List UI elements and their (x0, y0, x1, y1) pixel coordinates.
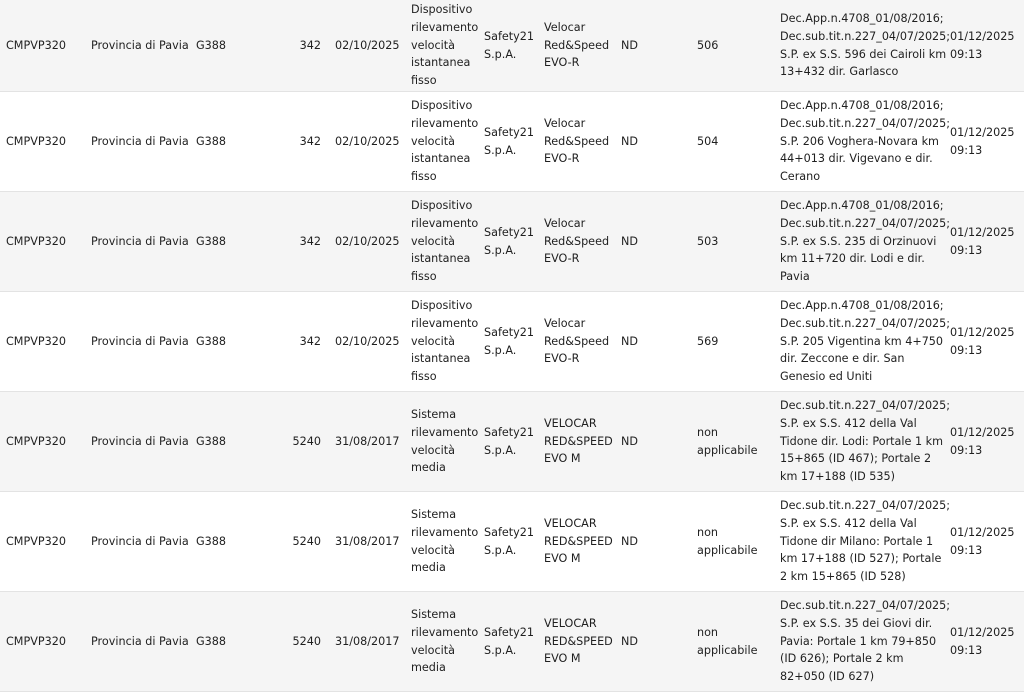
cell-model: VELOCAR RED&SPEED EVO M (544, 516, 613, 566)
cell-date: 02/10/2025 (335, 134, 400, 148)
cell-device-type: Sistema rilevamento velocità media (411, 407, 479, 475)
cell-decree-location: Dec.sub.tit.n.227_04/07/2025; S.P. ex S.S. 35 dei Giovi dir. Pavia: Portale 1 km 79+850 (ID 626); Portale 2 km 82+050 (ID 627) (780, 599, 951, 684)
cell-decree-location: Dec.App.n.4708_01/08/2016; Dec.sub.tit.n.227_04/07/2025; S.P. 205 Vigentina km 4+750 dir. Zeccone e dir. San Genesio ed Uniti (780, 299, 951, 384)
cell-timestamp: 01/12/2025 09:13 (950, 425, 1015, 457)
cell-device-id: 504 (697, 134, 719, 148)
cell-producer: Safety21 S.p.A. (484, 425, 535, 457)
cell-nd: ND (621, 134, 638, 148)
cell-number: 342 (299, 134, 321, 148)
table-row (0, 492, 1024, 592)
cell-istat: G388 (196, 38, 227, 52)
cell-decree-location: Dec.sub.tit.n.227_04/07/2025; S.P. ex S.S. 412 della Val Tidone dir. Lodi: Portale 1 km 15+865 (ID 467); Portale 2 km 17+188 (ID 535) (780, 399, 951, 484)
cell-nd: ND (621, 38, 638, 52)
cell-ente: Provincia di Pavia (91, 234, 189, 248)
cell-istat: G388 (196, 234, 227, 248)
table-row (0, 592, 1024, 692)
cell-number: 342 (299, 334, 321, 348)
cell-producer: Safety21 S.p.A. (484, 125, 535, 157)
cell-model: Velocar Red&Speed EVO-R (544, 116, 610, 166)
table-row (0, 192, 1024, 292)
cell-model: Velocar Red&Speed EVO-R (544, 316, 610, 366)
cell-producer: Safety21 S.p.A. (484, 29, 535, 61)
cell-producer: Safety21 S.p.A. (484, 625, 535, 657)
cell-decree-location: Dec.App.n.4708_01/08/2016; Dec.sub.tit.n.227_04/07/2025; S.P. ex S.S. 235 di Orzinuovi km 11+720 dir. Lodi e dir. Pavia (780, 199, 951, 284)
cell-timestamp: 01/12/2025 09:13 (950, 525, 1015, 557)
cell-number: 5240 (292, 434, 321, 448)
cell-timestamp: 01/12/2025 09:13 (950, 325, 1015, 357)
cell-nd: ND (621, 534, 638, 548)
table-row (0, 292, 1024, 392)
cell-code: CMPVP320 (6, 434, 66, 448)
cell-timestamp: 01/12/2025 09:13 (950, 225, 1015, 257)
cell-device-id: non applicabile (697, 625, 758, 657)
cell-nd: ND (621, 334, 638, 348)
cell-device-type: Dispositivo rilevamento velocità istantanea fisso (411, 99, 479, 184)
cell-timestamp: 01/12/2025 09:13 (950, 625, 1015, 657)
cell-code: CMPVP320 (6, 134, 66, 148)
cell-ente: Provincia di Pavia (91, 334, 189, 348)
cell-producer: Safety21 S.p.A. (484, 325, 535, 357)
cell-ente: Provincia di Pavia (91, 38, 189, 52)
cell-date: 02/10/2025 (335, 334, 400, 348)
cell-istat: G388 (196, 634, 227, 648)
cell-producer: Safety21 S.p.A. (484, 225, 535, 257)
cell-istat: G388 (196, 534, 227, 548)
cell-model: Velocar Red&Speed EVO-R (544, 20, 610, 70)
cell-decree-location: Dec.sub.tit.n.227_04/07/2025; S.P. ex S.S. 412 della Val Tidone dir Milano: Portale 1 km 17+188 (ID 527); Portale 2 km 15+865 (ID 528) (780, 499, 951, 584)
cell-istat: G388 (196, 134, 227, 148)
cell-date: 02/10/2025 (335, 38, 400, 52)
cell-timestamp: 01/12/2025 09:13 (950, 29, 1015, 61)
table-row (0, 392, 1024, 492)
cell-decree-location: Dec.App.n.4708_01/08/2016; Dec.sub.tit.n.227_04/07/2025; S.P. 206 Voghera-Novara km 44+013 dir. Vigevano e dir. Cerano (780, 99, 951, 184)
cell-code: CMPVP320 (6, 38, 66, 52)
cell-device-type: Dispositivo rilevamento velocità istantanea fisso (411, 199, 479, 284)
cell-device-id: 503 (697, 234, 719, 248)
cell-ente: Provincia di Pavia (91, 134, 189, 148)
cell-device-type: Sistema rilevamento velocità media (411, 607, 479, 675)
cell-device-id: 506 (697, 38, 719, 52)
cell-date: 02/10/2025 (335, 234, 400, 248)
cell-number: 342 (299, 38, 321, 52)
table-row (0, 92, 1024, 192)
cell-date: 31/08/2017 (335, 634, 400, 648)
cell-date: 31/08/2017 (335, 434, 400, 448)
cell-producer: Safety21 S.p.A. (484, 525, 535, 557)
cell-device-id: non applicabile (697, 525, 758, 557)
cell-nd: ND (621, 434, 638, 448)
cell-code: CMPVP320 (6, 234, 66, 248)
cell-device-type: Dispositivo rilevamento velocità istantanea fisso (411, 299, 479, 384)
cell-device-id: 569 (697, 334, 719, 348)
cell-code: CMPVP320 (6, 534, 66, 548)
cell-ente: Provincia di Pavia (91, 534, 189, 548)
cell-device-id: non applicabile (697, 425, 758, 457)
cell-model: VELOCAR RED&SPEED EVO M (544, 616, 613, 666)
cell-number: 5240 (292, 534, 321, 548)
cell-code: CMPVP320 (6, 634, 66, 648)
cell-ente: Provincia di Pavia (91, 434, 189, 448)
cell-timestamp: 01/12/2025 09:13 (950, 125, 1015, 157)
cell-device-type: Dispositivo rilevamento velocità istantanea fisso (411, 3, 479, 88)
cell-decree-location: Dec.App.n.4708_01/08/2016; Dec.sub.tit.n.227_04/07/2025; S.P. ex S.S. 596 dei Cairoli km 13+432 dir. Garlasco (780, 11, 951, 79)
cell-code: CMPVP320 (6, 334, 66, 348)
cell-number: 5240 (292, 634, 321, 648)
cell-istat: G388 (196, 434, 227, 448)
cell-ente: Provincia di Pavia (91, 634, 189, 648)
cell-model: VELOCAR RED&SPEED EVO M (544, 416, 613, 466)
cell-date: 31/08/2017 (335, 534, 400, 548)
cell-model: Velocar Red&Speed EVO-R (544, 216, 610, 266)
cell-nd: ND (621, 634, 638, 648)
table-row (0, 0, 1024, 92)
cell-istat: G388 (196, 334, 227, 348)
cell-nd: ND (621, 234, 638, 248)
cell-number: 342 (299, 234, 321, 248)
cell-device-type: Sistema rilevamento velocità media (411, 507, 479, 575)
